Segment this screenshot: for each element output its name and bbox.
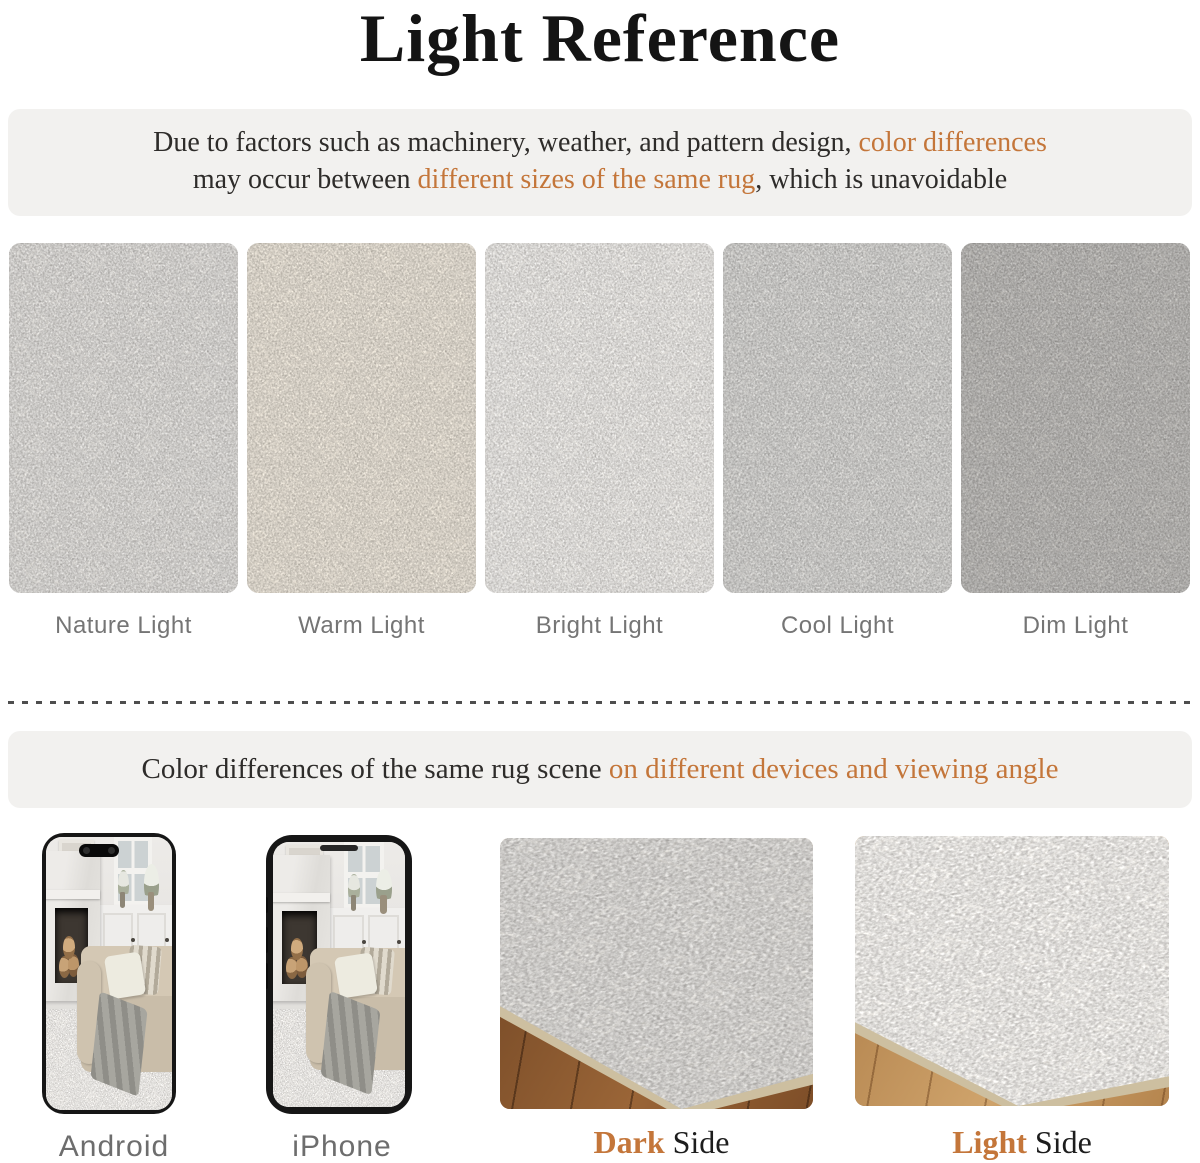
lighting-label-dim: Dim Light — [1022, 612, 1129, 639]
notice-text: may occur between — [192, 164, 418, 195]
device-label-android: Android — [58, 1130, 170, 1163]
section-divider-dashed — [8, 701, 1192, 704]
rug-texture — [723, 243, 952, 593]
mantel — [46, 890, 100, 899]
camera-lens-icon — [108, 847, 115, 854]
android-camera-cutout — [79, 844, 119, 857]
page-title: Light Reference — [359, 0, 841, 76]
lighting-label-nature: Nature Light — [55, 612, 192, 639]
notice-text: , which is unavoidable — [755, 164, 1008, 195]
iphone-screen — [273, 842, 405, 1107]
android-screen — [46, 837, 172, 1110]
throw-blanket — [91, 991, 149, 1097]
rug-photo-warm-light — [247, 243, 476, 593]
notice-text: Due to factors such as machinery, weather, and pattern design, — [153, 127, 859, 158]
sofa — [81, 946, 172, 1072]
side-label-rest: Side — [1026, 1124, 1092, 1160]
rug-photo-bright-light — [485, 243, 714, 593]
device-difference-notice — [8, 731, 1192, 808]
rug-texture — [247, 243, 476, 593]
rug-photo-dim-light — [961, 243, 1190, 593]
living-room-scene — [46, 837, 172, 1110]
camera-lens-icon — [83, 847, 90, 854]
device-label-iphone: iPhone — [292, 1130, 392, 1163]
notice-highlight: color differences — [858, 127, 1047, 158]
android-phone-mockup — [42, 833, 176, 1114]
living-room-scene — [273, 842, 405, 1107]
side-label-highlight: Dark — [593, 1124, 665, 1160]
lighting-label-cool: Cool Light — [780, 612, 895, 639]
rug-texture — [9, 243, 238, 593]
iphone-mute-switch — [266, 897, 268, 913]
color-difference-notice — [8, 109, 1192, 216]
notice-highlight: on different devices and viewing angle — [608, 753, 1059, 785]
rug-corner-photo-light-side — [855, 836, 1169, 1106]
iphone-speaker-slot — [320, 845, 358, 851]
cabinet-knob — [362, 940, 366, 944]
sofa — [310, 948, 405, 1070]
iphone-volume-button — [266, 927, 268, 953]
white-pillow — [334, 953, 378, 1000]
rug-corner-photo-dark-side — [500, 838, 813, 1109]
iphone-mockup — [266, 835, 412, 1114]
cabinet-knob — [165, 938, 169, 942]
mantel — [273, 893, 330, 902]
log — [63, 936, 75, 959]
rug-texture — [961, 243, 1190, 593]
vase — [351, 895, 356, 911]
side-label-highlight: Light — [952, 1124, 1027, 1160]
white-pillow — [104, 951, 147, 999]
side-label-dark — [505, 1124, 818, 1161]
vase — [120, 892, 125, 908]
vase — [380, 895, 387, 914]
side-label-light — [865, 1124, 1179, 1161]
notice-text: Color differences of the same rug scene — [141, 753, 609, 785]
notice-highlight: different sizes of the same rug — [417, 164, 756, 195]
lighting-label-bright: Bright Light — [535, 612, 664, 639]
rug-photo-nature-light — [9, 243, 238, 593]
cabinet-knob — [131, 938, 135, 942]
rug-photo-cool-light — [723, 243, 952, 593]
side-label-rest: Side — [664, 1124, 730, 1160]
rug-texture — [485, 243, 714, 593]
log — [291, 938, 303, 960]
lighting-label-warm: Warm Light — [298, 612, 425, 639]
iphone-volume-button — [266, 963, 268, 989]
vase — [148, 892, 154, 911]
cabinet-knob — [397, 940, 401, 944]
